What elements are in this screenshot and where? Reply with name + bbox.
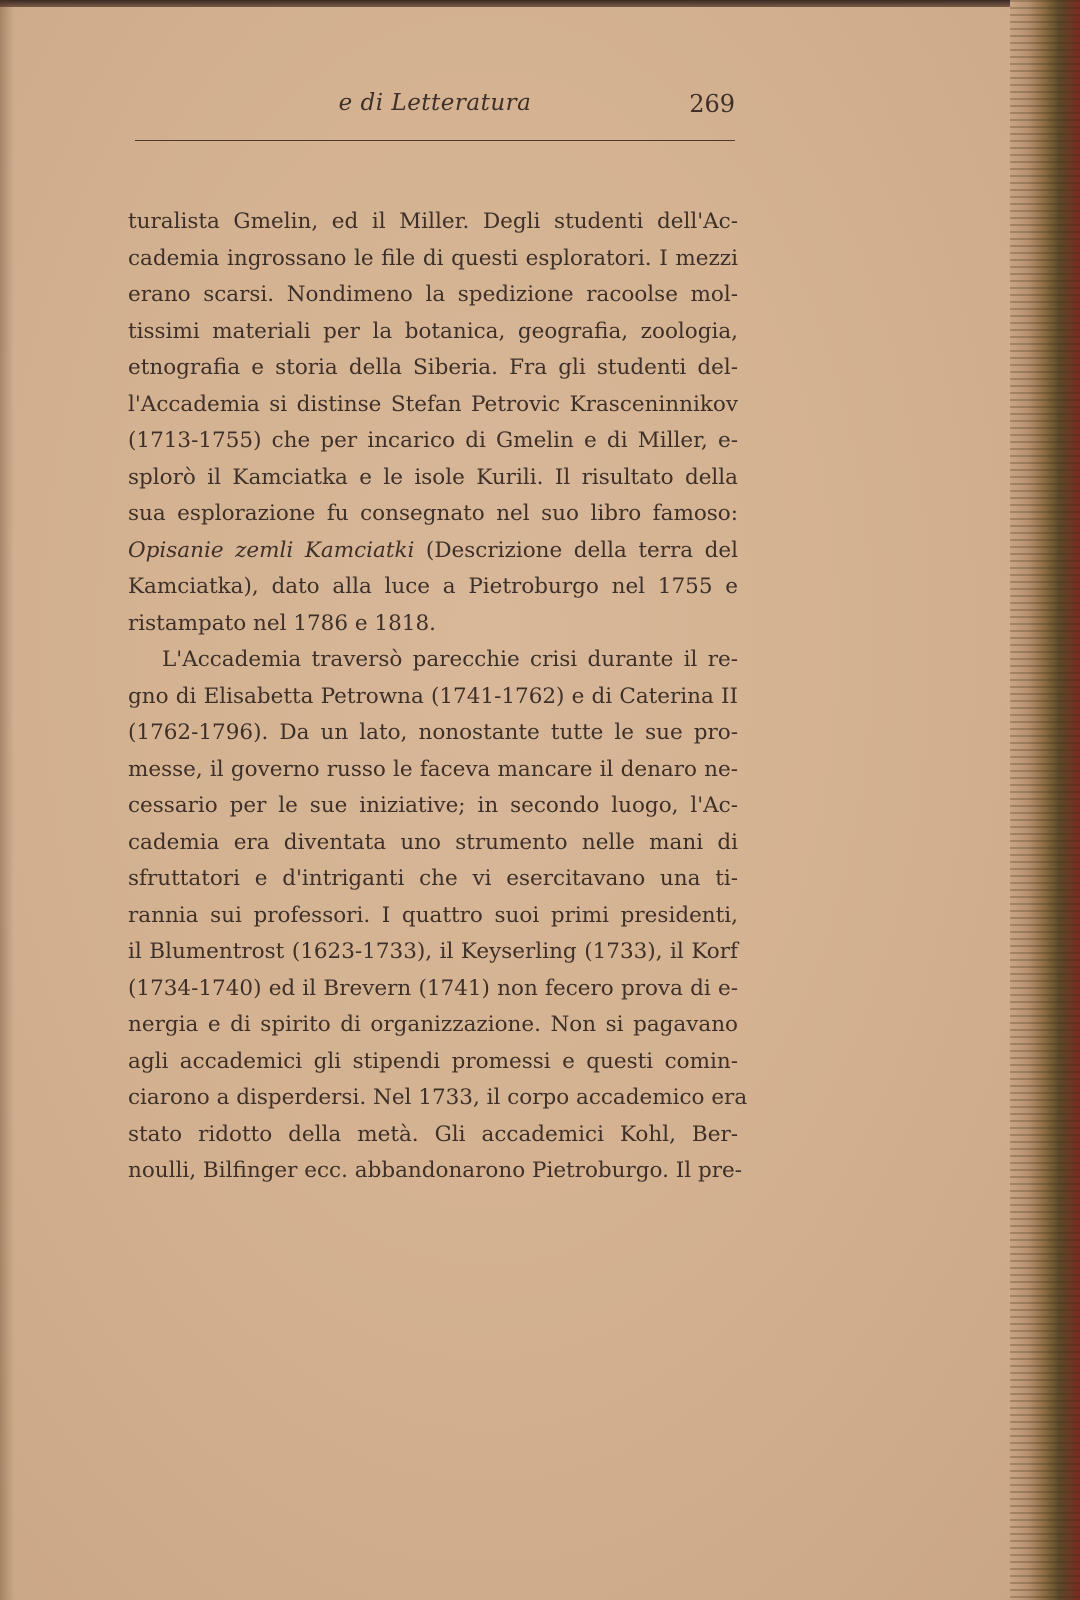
header-rule [135,140,735,141]
text-line: (1713-1755) che per incarico di Gmelin e di Miller, e- [128,428,738,453]
text-line: nergia e di spirito di organizzazione. Non si pagavano [128,1012,738,1037]
text-line: cessario per le sue iniziative; in secondo luogo, l'Ac- [128,793,738,818]
running-title: e di Letteratura [338,90,532,116]
book-fore-edge [1010,0,1080,1600]
text-line-book-title [128,533,738,570]
text-line: (1762-1796). Da un lato, nonostante tutte le sue pro- [128,720,738,745]
text-line: cademia era diventata uno strumento nelle mani di [128,829,738,855]
running-head [135,90,735,130]
text-line: turalista Gmelin, ed il Miller. Degli studenti dell'Ac- [128,209,738,234]
text-line: sfruttatori e d'intriganti che vi esercitavano una ti- [128,866,738,891]
text-line: agli accademici gli stipendi promessi e questi comin- [128,1048,738,1074]
text-line: il Blumentrost (1623-1733), il Keyserling (1733), il Korf [128,939,738,964]
page-number: 269 [689,90,735,118]
text-line: messe, il governo russo le faceva mancare il denaro ne- [128,756,738,782]
text-line: cademia ingrossano le file di questi esploratori. I mezzi [128,245,738,271]
text-line: sua esplorazione fu consegnato nel suo libro famoso: [128,501,738,526]
text-line: etnografia e storia della Siberia. Fra gli studenti del- [128,355,738,380]
book-title-italic: Opisanie zemli Kamciatki [128,537,415,563]
text-line: ristampato nel 1786 e 1818. [128,610,436,636]
text-line: tissimi materiali per la botanica, geografia, zoologia, [128,318,738,344]
text-line: L'Accademia traversò parecchie crisi durante il re- [162,647,738,672]
book-title-translation: (Descrizione della terra del [414,537,738,563]
body-text [128,204,748,1190]
gutter-shadow [0,0,14,1600]
text-line: stato ridotto della metà. Gli accademici Kohl, Ber- [128,1121,738,1147]
text-line: erano scarsi. Nondimeno la spedizione racoolse mol- [128,282,738,307]
text-line: Kamciatka), dato alla luce a Pietroburgo nel 1755 e [128,574,738,599]
text-line: l'Accademia si distinse Stefan Petrovic Krasceninnikov [128,391,738,417]
page-top-edge [0,0,1080,7]
text-line: gno di Elisabetta Petrowna (1741-1762) e di Caterina II [128,683,738,709]
text-line: splorò il Kamciatka e le isole Kurili. Il risultato della [128,464,738,490]
text-line: noulli, Bilfinger ecc. abbandonarono Pietroburgo. Il pre- [128,1158,743,1183]
text-line: (1734-1740) ed il Brevern (1741) non fecero prova di e- [128,975,738,1001]
text-line: ciarono a disperdersi. Nel 1733, il corpo accademico era [128,1085,748,1110]
text-line: rannia sui professori. I quattro suoi primi presidenti, [128,902,738,928]
